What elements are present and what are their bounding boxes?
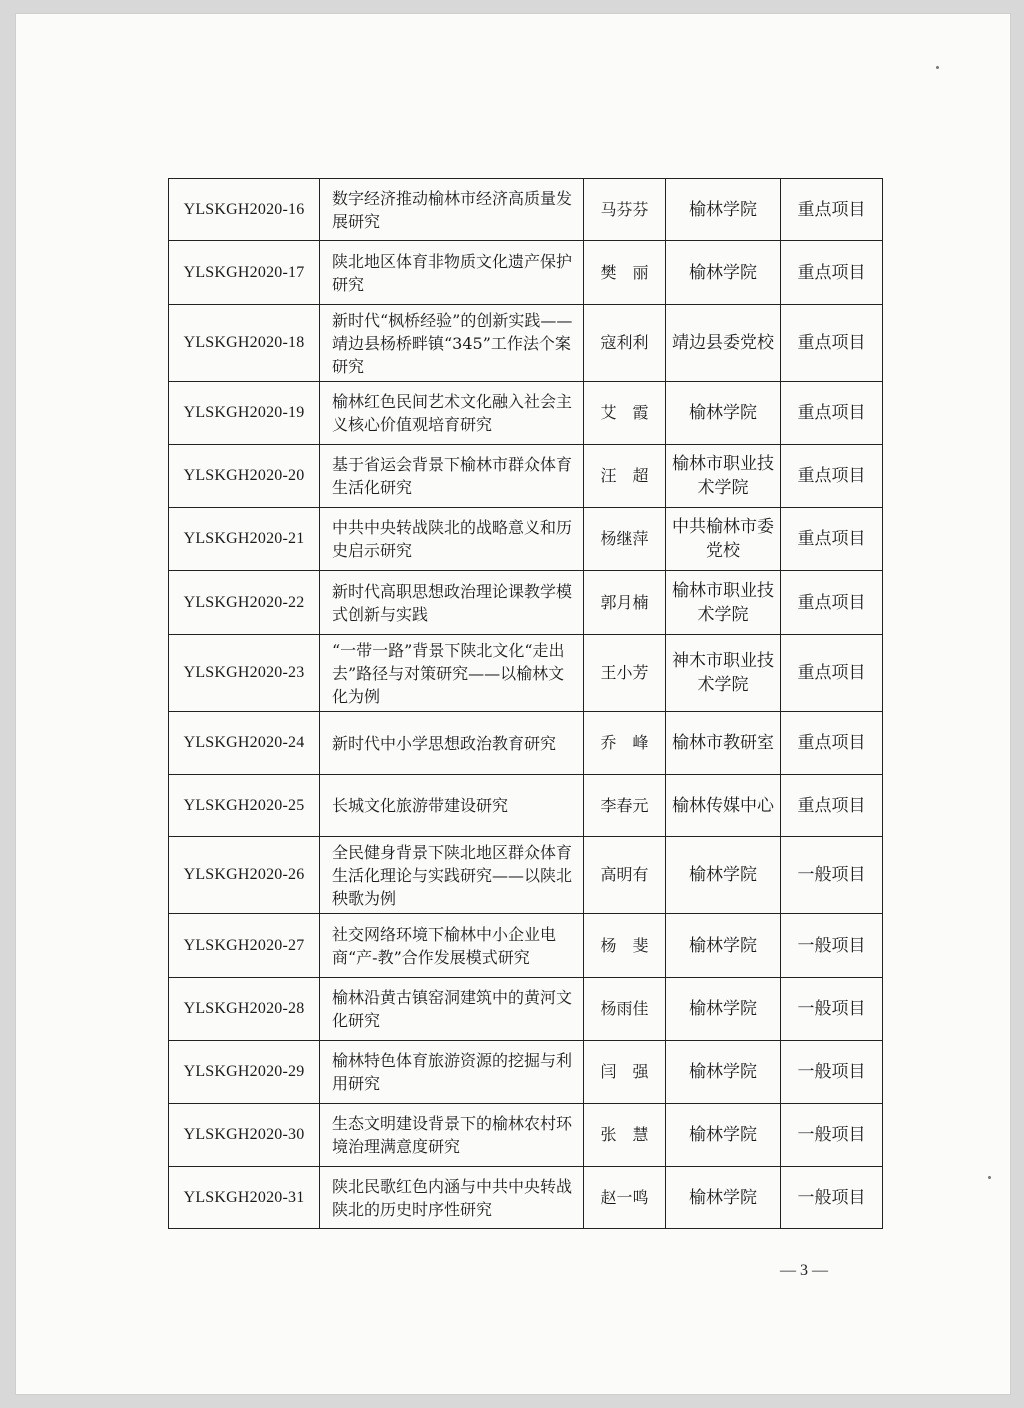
institution-cell: 榆林学院 — [666, 179, 781, 241]
project-level-cell: 重点项目 — [781, 571, 883, 635]
project-level-cell: 重点项目 — [781, 508, 883, 571]
project-code-cell: YLSKGH2020-31 — [169, 1167, 320, 1229]
project-title-cell: 长城文化旅游带建设研究 — [320, 775, 584, 837]
institution-cell: 榆林学院 — [666, 914, 781, 978]
table-row — [169, 775, 883, 837]
principal-investigator-cell: 闫 强 — [584, 1041, 666, 1104]
project-code-cell: YLSKGH2020-27 — [169, 914, 320, 978]
institution-cell: 神木市职业技术学院 — [666, 635, 781, 712]
project-code-cell: YLSKGH2020-21 — [169, 508, 320, 571]
table-row — [169, 1104, 883, 1167]
project-level-cell: 重点项目 — [781, 382, 883, 445]
project-level-cell: 一般项目 — [781, 1041, 883, 1104]
project-level-cell: 一般项目 — [781, 837, 883, 914]
project-title-cell: 全民健身背景下陕北地区群众体育生活化理论与实践研究——以陕北秧歌为例 — [320, 837, 584, 914]
institution-cell: 榆林市职业技术学院 — [666, 445, 781, 508]
project-code-cell: YLSKGH2020-19 — [169, 382, 320, 445]
institution-cell: 靖边县委党校 — [666, 305, 781, 382]
principal-investigator-cell: 马芬芬 — [584, 179, 666, 241]
project-title-cell: 陕北地区体育非物质文化遗产保护研究 — [320, 241, 584, 305]
project-code-cell: YLSKGH2020-23 — [169, 635, 320, 712]
project-code-cell: YLSKGH2020-17 — [169, 241, 320, 305]
project-title-cell: 陕北民歌红色内涵与中共中央转战陕北的历史时序性研究 — [320, 1167, 584, 1229]
project-code-cell: YLSKGH2020-16 — [169, 179, 320, 241]
principal-investigator-cell: 乔 峰 — [584, 712, 666, 775]
project-level-cell: 重点项目 — [781, 305, 883, 382]
principal-investigator-cell: 汪 超 — [584, 445, 666, 508]
scan-speck — [988, 1176, 991, 1179]
project-title-cell: 生态文明建设背景下的榆林农村环境治理满意度研究 — [320, 1104, 584, 1167]
principal-investigator-cell: 杨雨佳 — [584, 978, 666, 1041]
institution-cell: 榆林学院 — [666, 241, 781, 305]
principal-investigator-cell: 张 慧 — [584, 1104, 666, 1167]
table-row — [169, 914, 883, 978]
project-code-cell: YLSKGH2020-20 — [169, 445, 320, 508]
table-row — [169, 635, 883, 712]
table-row — [169, 978, 883, 1041]
principal-investigator-cell: 李春元 — [584, 775, 666, 837]
institution-cell: 榆林学院 — [666, 1167, 781, 1229]
project-code-cell: YLSKGH2020-22 — [169, 571, 320, 635]
principal-investigator-cell: 高明有 — [584, 837, 666, 914]
institution-cell: 榆林学院 — [666, 978, 781, 1041]
project-title-cell: 新时代“枫桥经验”的创新实践——靖边县杨桥畔镇“345”工作法个案研究 — [320, 305, 584, 382]
project-code-cell: YLSKGH2020-24 — [169, 712, 320, 775]
project-level-cell: 重点项目 — [781, 179, 883, 241]
project-level-cell: 一般项目 — [781, 1167, 883, 1229]
table-row — [169, 445, 883, 508]
page-number: — 3 — — [780, 1262, 828, 1279]
institution-cell: 榆林市教研室 — [666, 712, 781, 775]
project-level-cell: 重点项目 — [781, 445, 883, 508]
institution-cell: 榆林学院 — [666, 1041, 781, 1104]
project-code-cell: YLSKGH2020-25 — [169, 775, 320, 837]
table-row — [169, 1167, 883, 1229]
project-level-cell: 重点项目 — [781, 775, 883, 837]
project-code-cell: YLSKGH2020-28 — [169, 978, 320, 1041]
table-row — [169, 305, 883, 382]
scan-speck — [936, 66, 939, 69]
project-level-cell: 重点项目 — [781, 241, 883, 305]
project-title-cell: 榆林沿黄古镇窑洞建筑中的黄河文化研究 — [320, 978, 584, 1041]
principal-investigator-cell: 艾 霞 — [584, 382, 666, 445]
table-row — [169, 837, 883, 914]
institution-cell: 榆林学院 — [666, 1104, 781, 1167]
project-level-cell: 重点项目 — [781, 635, 883, 712]
principal-investigator-cell: 杨继萍 — [584, 508, 666, 571]
project-level-cell: 一般项目 — [781, 1104, 883, 1167]
principal-investigator-cell: 寇利利 — [584, 305, 666, 382]
principal-investigator-cell: 樊 丽 — [584, 241, 666, 305]
principal-investigator-cell: 赵一鸣 — [584, 1167, 666, 1229]
project-title-cell: 榆林红色民间艺术文化融入社会主义核心价值观培育研究 — [320, 382, 584, 445]
institution-cell: 榆林传媒中心 — [666, 775, 781, 837]
table-row — [169, 508, 883, 571]
project-code-cell: YLSKGH2020-29 — [169, 1041, 320, 1104]
project-title-cell: 新时代高职思想政治理论课教学模式创新与实践 — [320, 571, 584, 635]
principal-investigator-cell: 王小芳 — [584, 635, 666, 712]
table-row — [169, 1041, 883, 1104]
institution-cell: 榆林市职业技术学院 — [666, 571, 781, 635]
project-title-cell: 新时代中小学思想政治教育研究 — [320, 712, 584, 775]
institution-cell: 榆林学院 — [666, 837, 781, 914]
principal-investigator-cell: 杨 斐 — [584, 914, 666, 978]
table-row — [169, 571, 883, 635]
table-row — [169, 179, 883, 241]
project-level-cell: 一般项目 — [781, 914, 883, 978]
table-row — [169, 241, 883, 305]
project-code-cell: YLSKGH2020-30 — [169, 1104, 320, 1167]
principal-investigator-cell: 郭月楠 — [584, 571, 666, 635]
project-title-cell: 社交网络环境下榆林中小企业电商“产-教”合作发展模式研究 — [320, 914, 584, 978]
project-level-cell: 重点项目 — [781, 712, 883, 775]
table-row — [169, 382, 883, 445]
project-list-table — [168, 178, 883, 1229]
project-title-cell: 基于省运会背景下榆林市群众体育生活化研究 — [320, 445, 584, 508]
project-level-cell: 一般项目 — [781, 978, 883, 1041]
project-code-cell: YLSKGH2020-18 — [169, 305, 320, 382]
project-title-cell: 榆林特色体育旅游资源的挖掘与利用研究 — [320, 1041, 584, 1104]
project-code-cell: YLSKGH2020-26 — [169, 837, 320, 914]
project-title-cell: 中共中央转战陕北的战略意义和历史启示研究 — [320, 508, 584, 571]
project-title-cell: 数字经济推动榆林市经济高质量发展研究 — [320, 179, 584, 241]
project-title-cell: “一带一路”背景下陕北文化“走出去”路径与对策研究——以榆林文化为例 — [320, 635, 584, 712]
institution-cell: 中共榆林市委党校 — [666, 508, 781, 571]
institution-cell: 榆林学院 — [666, 382, 781, 445]
table-row — [169, 712, 883, 775]
